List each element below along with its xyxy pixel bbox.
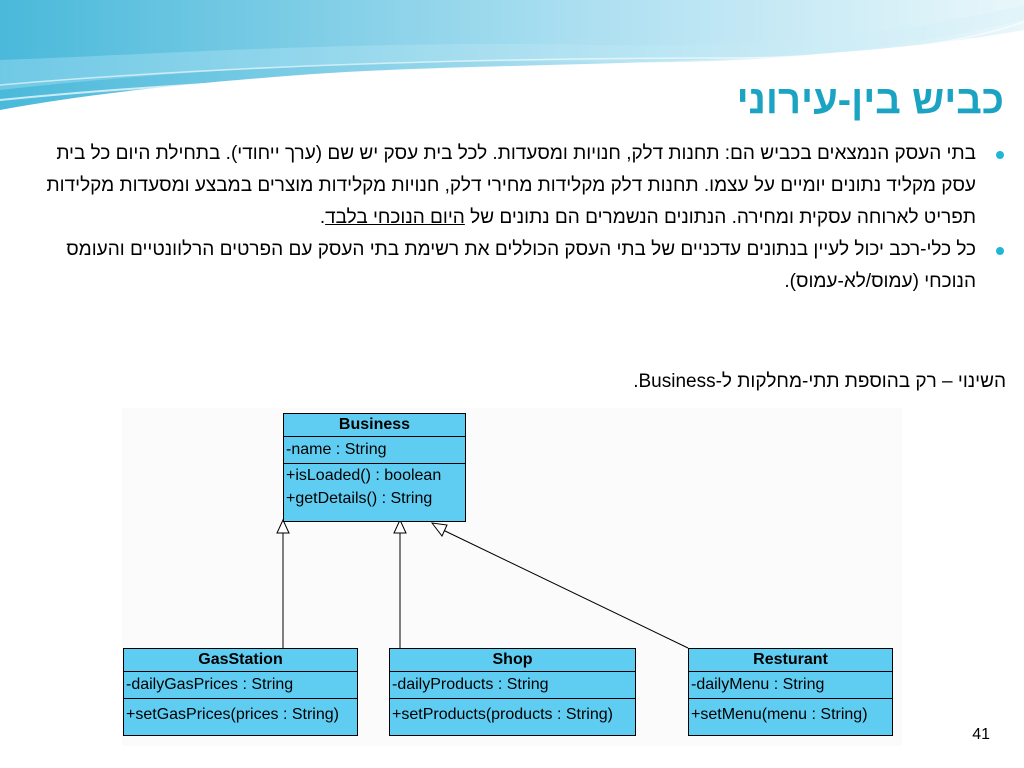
bullet-text-end: . [319, 207, 326, 228]
class-operation: +getDetails() : String [286, 490, 433, 507]
page-number: 41 [972, 726, 990, 743]
bullet-text: בתי העסק הנמצאים בכביש הם: תחנות דלק, חנויות ומסעדות. לכל בית עסק יש שם (ערך ייחודי). בתחילת היום כל בית עסק מקליד נתונים יומיים על עצמו. תחנות דלק מקלידות מחירי דלק, חנויות מקלידות מוצרים במבצע ומסעדות מקלידות תפריט לארוחה עסקית ומחירה. הנתונים הנשמרים הם נתונים של [46, 143, 976, 228]
class-operation: +setGasPrices(prices : String) [126, 706, 339, 723]
uml-class-business [283, 413, 466, 522]
change-note: השינוי – רק בהוספת תתי-מחלקות ל-Business. [633, 371, 1006, 392]
class-name: Shop [390, 649, 635, 672]
bullet-dot-icon [996, 151, 1004, 159]
uml-class-gasstation [123, 648, 358, 736]
class-name: GasStation [124, 649, 357, 672]
class-name: Resturant [689, 649, 892, 672]
bullet-dot-icon [996, 247, 1004, 255]
uml-class-resturant [688, 648, 893, 736]
slide-title: כביש בין-עירוני [736, 78, 1004, 122]
uml-class-shop [389, 648, 636, 736]
bullet-list [20, 138, 1006, 298]
class-name: Business [284, 414, 465, 437]
bullet-text: כל כלי-רכב יכול לעיין בנתונים עדכניים של בתי העסק הכוללים את רשימת בתי העסק עם הפרטים הרלוונטיים והעומס הנוכחי (עמוס/לא-עמוס). [66, 239, 976, 292]
class-operation: +setMenu(menu : String) [691, 706, 868, 723]
class-operation: +setProducts(products : String) [392, 706, 613, 723]
bullet-underlined-text: היום הנוכחי בלבד [325, 207, 465, 228]
bullet-item-vehicles [20, 234, 1006, 298]
class-attribute: -dailyProducts : String [390, 672, 635, 699]
class-operation: +isLoaded() : boolean [286, 467, 442, 484]
class-attribute: -dailyGasPrices : String [124, 672, 357, 699]
class-attribute: -name : String [284, 437, 465, 464]
bullet-item-businesses [20, 138, 1006, 234]
class-attribute: -dailyMenu : String [689, 672, 892, 699]
